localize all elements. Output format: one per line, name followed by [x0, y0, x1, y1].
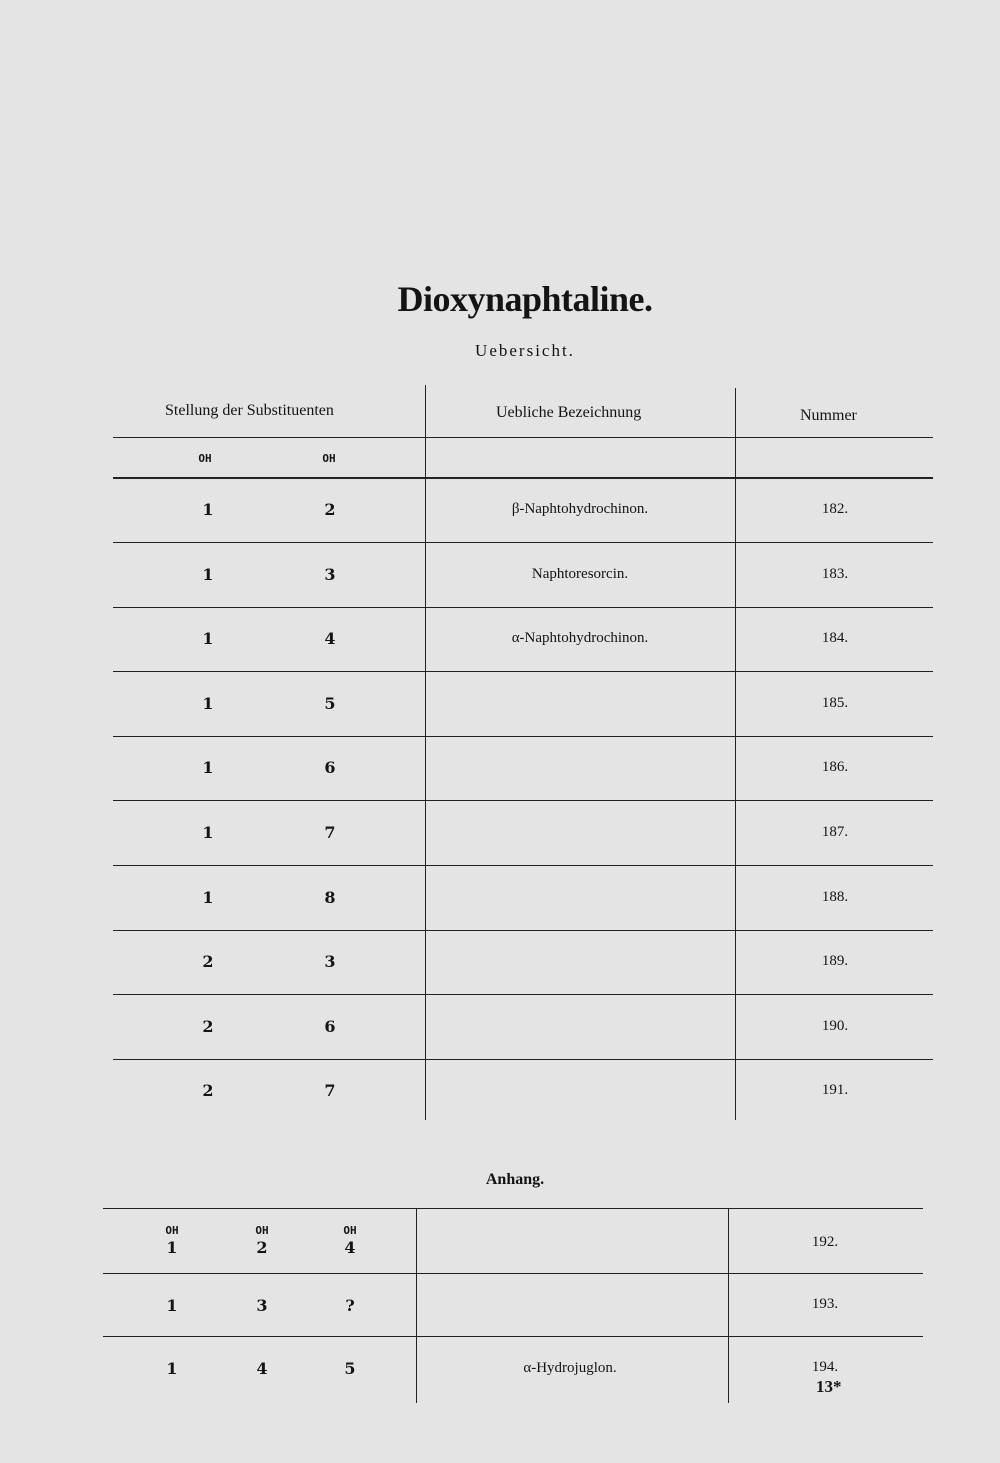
position-oh2: 3 [324, 565, 336, 584]
anhang-top-rule [103, 1208, 923, 1209]
anhang-compound-name: α-Hydrojuglon. [523, 1360, 617, 1376]
row-rule [113, 1059, 933, 1060]
position-oh2: 6 [324, 758, 336, 777]
anhang-title: Anhang. [485, 1171, 545, 1188]
column-divider-1 [425, 385, 426, 1120]
compound-number: 190. [821, 1018, 849, 1034]
header-nummer: Nummer [800, 407, 857, 424]
anhang-oh-label: OH [343, 1224, 357, 1237]
compound-number: 185. [821, 695, 849, 711]
position-oh1: 2 [202, 1081, 214, 1100]
anhang-compound-number: 192. [811, 1234, 839, 1250]
position-oh1: 1 [202, 500, 214, 519]
anhang-divider-2 [728, 1208, 729, 1403]
page-subtitle: Uebersicht. [475, 341, 575, 360]
oh-label-2: OH [322, 452, 336, 465]
position-oh1: 1 [202, 629, 214, 648]
anhang-position: 1 [166, 1238, 178, 1257]
anhang-position: ? [345, 1296, 355, 1315]
position-oh2: 5 [324, 694, 336, 713]
position-oh1: 2 [202, 952, 214, 971]
compound-number: 184. [821, 630, 849, 646]
position-oh2: 8 [324, 888, 336, 907]
row-rule [113, 994, 933, 995]
anhang-oh-label: OH [255, 1224, 269, 1237]
anhang-compound-number: 193. [811, 1296, 839, 1312]
row-rule [113, 930, 933, 931]
position-oh1: 1 [202, 823, 214, 842]
compound-name: β-Naphtohydrochinon. [511, 501, 649, 517]
position-oh1: 1 [202, 888, 214, 907]
row-rule [113, 671, 933, 672]
position-oh1: 1 [202, 694, 214, 713]
compound-name: α-Naphtohydrochinon. [511, 630, 649, 646]
row-rule [113, 542, 933, 543]
row-rule [113, 865, 933, 866]
position-oh1: 1 [202, 758, 214, 777]
compound-name: Naphtoresorcin. [531, 566, 629, 582]
header-stellung: Stellung der Substituenten [165, 402, 334, 419]
anhang-compound-number: 194. [811, 1359, 839, 1375]
anhang-oh-label: OH [165, 1224, 179, 1237]
position-oh2: 2 [324, 500, 336, 519]
compound-number: 183. [821, 566, 849, 582]
position-oh2: 7 [324, 1081, 336, 1100]
header-rule [113, 437, 933, 438]
anhang-position: 1 [166, 1296, 178, 1315]
anhang-position: 4 [256, 1359, 268, 1378]
compound-number: 189. [821, 953, 849, 969]
position-oh1: 2 [202, 1017, 214, 1036]
anhang-divider-1 [416, 1208, 417, 1403]
column-divider-2 [735, 388, 736, 1120]
anhang-row-rule [103, 1336, 923, 1337]
position-oh1: 1 [202, 565, 214, 584]
compound-number: 188. [821, 889, 849, 905]
row-rule [113, 736, 933, 737]
compound-number: 182. [821, 501, 849, 517]
header-bezeichnung: Uebliche Bezeichnung [496, 404, 642, 421]
position-oh2: 3 [324, 952, 336, 971]
row-rule [113, 607, 933, 608]
row-rule [113, 800, 933, 801]
oh-label-1: OH [198, 452, 212, 465]
anhang-position: 4 [344, 1238, 356, 1257]
anhang-position: 5 [344, 1359, 356, 1378]
position-oh2: 6 [324, 1017, 336, 1036]
page-number: 13* [816, 1377, 842, 1396]
anhang-position: 2 [256, 1238, 268, 1257]
compound-number: 191. [821, 1082, 849, 1098]
compound-number: 187. [821, 824, 849, 840]
position-oh2: 4 [324, 629, 336, 648]
compound-number: 186. [821, 759, 849, 775]
anhang-position: 1 [166, 1359, 178, 1378]
anhang-position: 3 [256, 1296, 268, 1315]
header-double-rule [113, 477, 933, 479]
position-oh2: 7 [324, 823, 336, 842]
page-title: Dioxynaphtaline. [397, 279, 653, 319]
anhang-row-rule [103, 1273, 923, 1274]
